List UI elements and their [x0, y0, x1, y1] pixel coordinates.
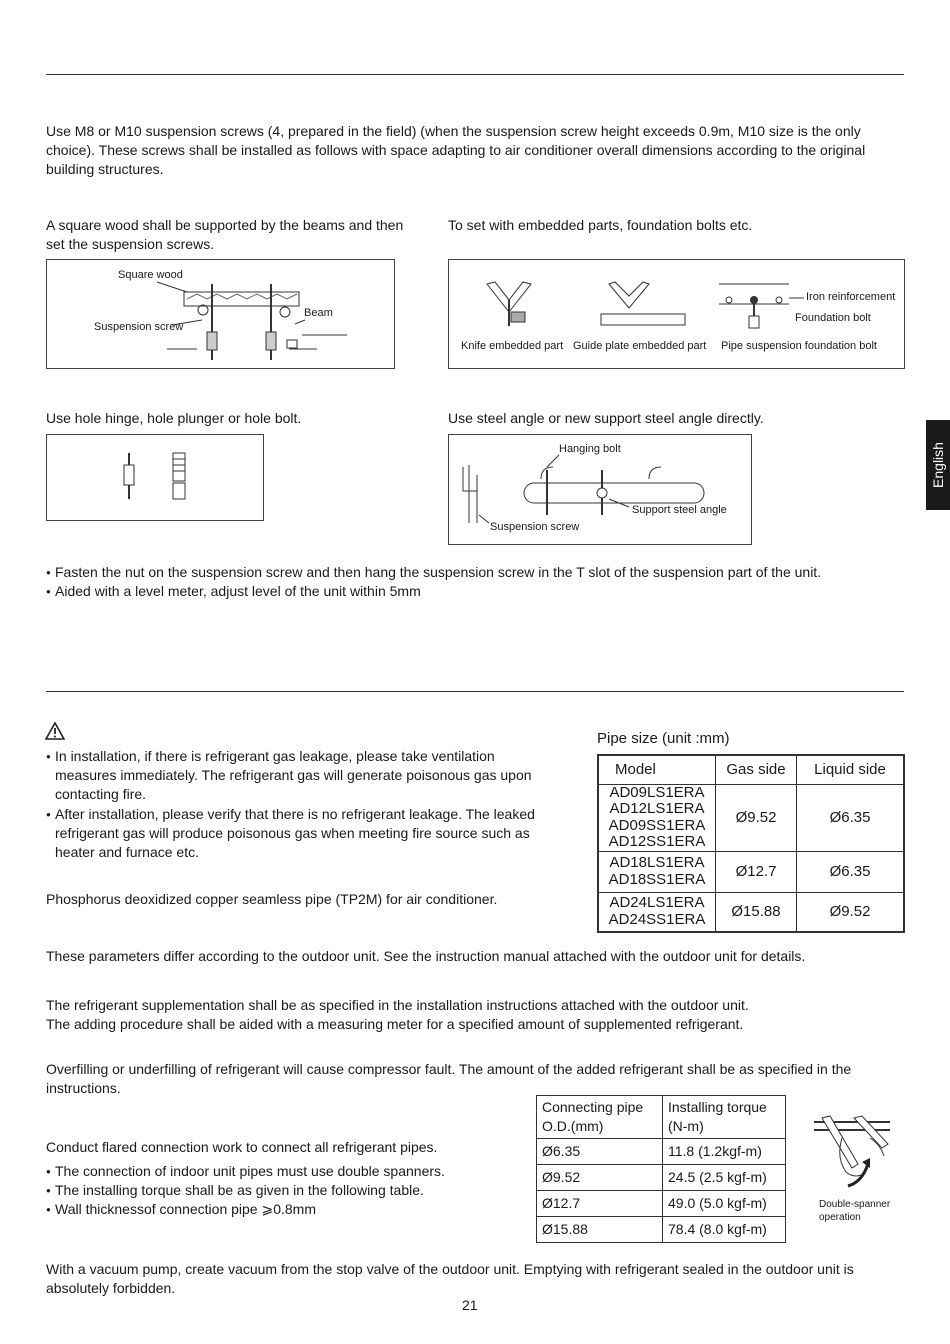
list-item: ● Aided with a level meter, adjust level of the unit within 5mm — [46, 582, 915, 601]
warning-item: ● After installation, please verify that there is no refrigerant leakage. The leaked refrigerant gas will produce poisonous gas when meeting fire source such as heater and furnace etc. — [46, 805, 555, 862]
pipe-size-title: Pipe size (unit :mm) — [597, 730, 730, 747]
list-item: ● Wall thicknessof connection pipe ⩾0.8mm — [46, 1200, 535, 1219]
table-header: Installing torque (N-m) — [663, 1096, 786, 1139]
steel-angle-diagram — [448, 434, 752, 545]
steel-suspension-screw-label: Suspension screw — [490, 521, 580, 533]
pipe-size-table — [597, 754, 905, 933]
hanging-bolt-label: Hanging bolt — [559, 443, 621, 455]
list-item: ● The installing torque shall be as given in the following table. — [46, 1181, 535, 1200]
torque-table — [536, 1095, 786, 1243]
iron-reinforcement-label: Iron reinforcement — [806, 291, 896, 303]
pipe-suspension-label: Pipe suspension foundation bolt — [721, 340, 877, 352]
table-header: Connecting pipe O.D.(mm) — [537, 1096, 663, 1139]
top-rule — [46, 74, 904, 75]
embedded-parts-diagram — [448, 259, 905, 369]
table-header: Gas side — [716, 755, 797, 784]
table-row — [598, 892, 904, 932]
embedded-text: To set with embedded parts, foundation bolts etc. — [448, 217, 753, 233]
pipe-od-cell: Ø15.88 — [537, 1217, 663, 1243]
square-wood-label: Square wood — [118, 269, 183, 281]
wood-text: A square wood shall be supported by the beams and then set the suspension screws. — [46, 217, 404, 252]
pipe-material: Phosphorus deoxidized copper seamless pipe (TP2M) for air conditioner. — [46, 891, 498, 907]
model-cell: AD18LS1ERA AD18SS1ERA — [598, 851, 716, 892]
language-tab-label: English — [930, 442, 947, 488]
spanner-caption: Double-spanner operation — [819, 1199, 891, 1223]
pipe-od-cell: Ø6.35 — [537, 1139, 663, 1165]
liquid-cell: Ø9.52 — [797, 892, 905, 932]
supplement-line-1: The refrigerant supplementation shall be as specified in the installation instructions attached with the outdoor unit. — [46, 997, 749, 1013]
suspension-screw-label: Suspension screw — [94, 321, 184, 333]
hole-text: Use hole hinge, hole plunger or hole bolt. — [46, 410, 302, 426]
table-row — [537, 1139, 786, 1165]
table-row — [537, 1165, 786, 1191]
table-row — [537, 1217, 786, 1243]
liquid-cell: Ø6.35 — [797, 784, 905, 851]
gas-cell: Ø15.88 — [716, 892, 797, 932]
pipe-od-cell: Ø12.7 — [537, 1191, 663, 1217]
table-row — [598, 784, 904, 851]
foundation-bolt-label: Foundation bolt — [795, 312, 871, 324]
knife-part-label: Knife embedded part — [461, 340, 564, 352]
section-rule — [46, 691, 904, 692]
overfill-note: Overfilling or underfilling of refrigerant will cause compressor fault. The amount of the added refrigerant shall be as specified in the instructions. — [46, 1061, 852, 1096]
list-item: ● The connection of indoor unit pipes must use double spanners. — [46, 1162, 535, 1181]
hole-hinge-illustration — [47, 435, 263, 520]
page-number: 21 — [462, 1297, 478, 1313]
vacuum-note: With a vacuum pump, create vacuum from the stop valve of the outdoor unit. Emptying with refrigerant sealed in the outdoor unit is absolutely forbidden. — [46, 1261, 854, 1296]
table-row — [598, 851, 904, 892]
torque-cell: 11.8 (1.2kgf-m) — [663, 1139, 786, 1165]
liquid-cell: Ø6.35 — [797, 851, 905, 892]
model-cell: AD09LS1ERA AD12LS1ERA AD09SS1ERA AD12SS1ERA — [598, 784, 716, 851]
hole-hinge-diagram — [46, 434, 264, 521]
torque-cell: 49.0 (5.0 kgf-m) — [663, 1191, 786, 1217]
square-wood-diagram — [46, 259, 395, 369]
gas-cell: Ø12.7 — [716, 851, 797, 892]
warning-icon — [45, 722, 65, 740]
params-note: These parameters differ according to the outdoor unit. See the instruction manual attached with the outdoor unit for details. — [46, 948, 806, 964]
beam-label: Beam — [304, 307, 333, 319]
pipe-od-cell: Ø9.52 — [537, 1165, 663, 1191]
table-header: Liquid side — [797, 755, 905, 784]
flare-text: Conduct flared connection work to connect all refrigerant pipes. — [46, 1139, 438, 1155]
supplement-line-2: The adding procedure shall be aided with a measuring meter for a specified amount of supplemented refrigerant. — [46, 1016, 744, 1032]
support-steel-label: Support steel angle — [632, 504, 727, 516]
square-wood-illustration — [47, 260, 394, 368]
torque-cell: 24.5 (2.5 kgf-m) — [663, 1165, 786, 1191]
double-spanner-illustration — [812, 1108, 892, 1198]
language-tab — [926, 420, 950, 510]
list-item: ● Fasten the nut on the suspension screw and then hang the suspension screw in the T slot of the suspension part of the unit. — [46, 563, 915, 582]
table-header: Model — [598, 755, 716, 784]
model-cell: AD24LS1ERA AD24SS1ERA — [598, 892, 716, 932]
torque-cell: 78.4 (8.0 kgf-m) — [663, 1217, 786, 1243]
suspension-intro: Use M8 or M10 suspension screws (4, prepared in the field) (when the suspension screw height exceeds 0.9m, M10 size is the only choice). These screws shall be installed as follows with space adapting to air conditioner overall dimensions according to the original building structures. — [46, 123, 866, 177]
table-row — [537, 1191, 786, 1217]
guide-plate-label: Guide plate embedded part — [573, 340, 707, 352]
gas-cell: Ø9.52 — [716, 784, 797, 851]
warning-item: ● In installation, if there is refrigerant gas leakage, please take ventilation measures immediately. The refrigerant gas will generate poisonous gas upon contacting fire. — [46, 747, 555, 804]
steel-text: Use steel angle or new support steel angle directly. — [448, 410, 764, 426]
